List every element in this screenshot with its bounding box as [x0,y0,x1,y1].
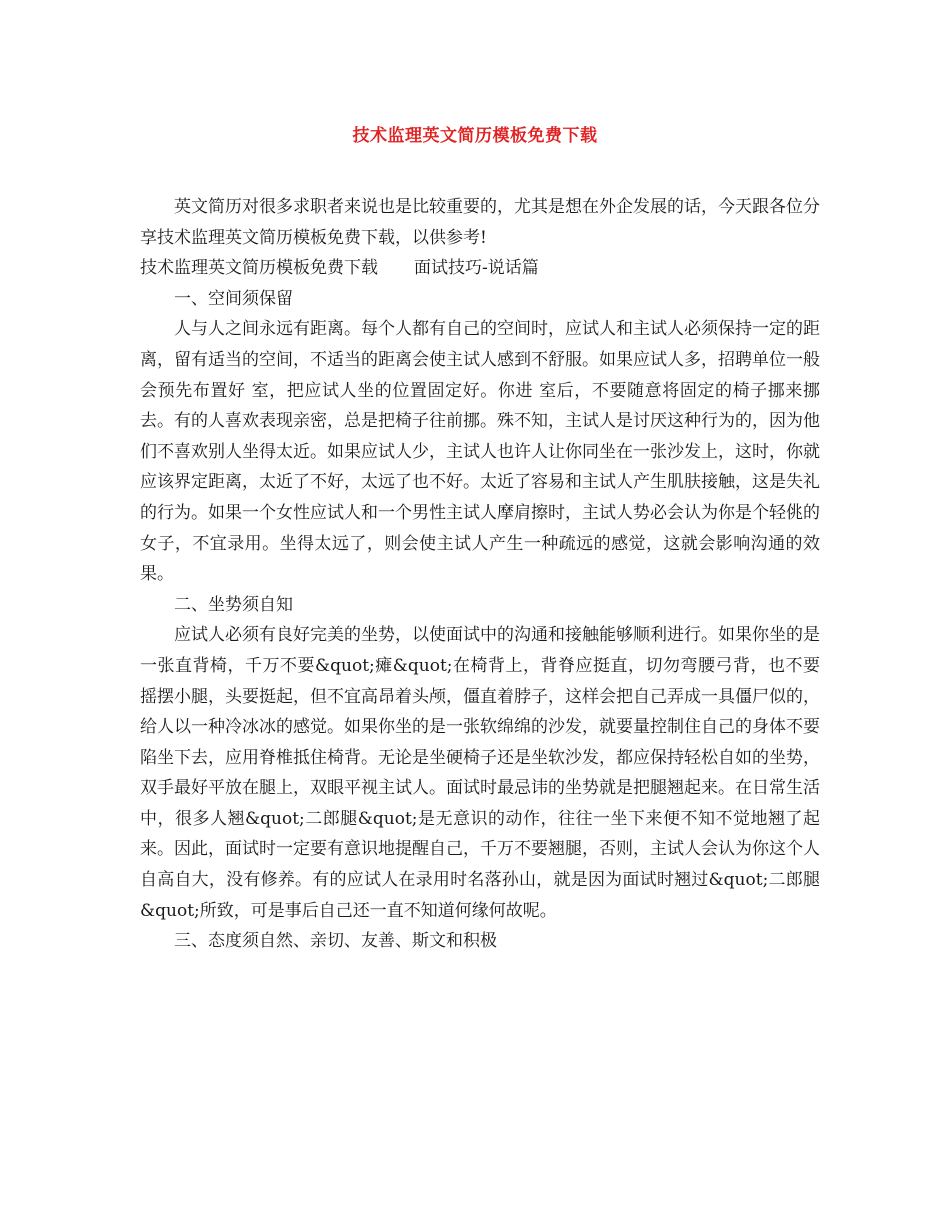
section-heading-3: 三、态度须自然、亲切、友善、斯文和积极 [174,931,497,952]
subtitle-left: 技术监理英文简历模板免费下载 [140,258,378,279]
section-body-2: 应试人必须有良好完美的坐势，以使面试中的沟通和接触能够顺利进行。如果你坐的是一张直背椅，千万不要&quot;瘫&quot;在椅背上，背脊应挺直，切勿弯腰弓背，也不要摇摆小腿，头要挺起，但不宜高昂着头颅，僵直着脖子，这样会把自己弄成一具僵尸似的，给人以一种冷冰冰的感觉。如果你坐的是一张软绵绵的沙发，就要量控制住自己的身体不要陷坐下去，应用脊椎抵住椅背。无论是坐硬椅子还是坐软沙发，都应保持轻松自如的坐势，双手最好平放在腿上，双眼平视主试人。面试时最忌讳的坐势就是把腿翘起来。在日常生活中，很多人翘&quot;二郎腿&quot;是无意识的动作，往往一坐下来便不知不觉地翘了起来。因此，面试时一定要有意识地提醒自己，千万不要翘腿，否则，主试人会认为你这个人自高自大，没有修养。有的应试人在录用时名落孙山，就是因为面试时翘过&quot;二郎腿&quot;所致，可是事后自己还一直不知道何缘何故呢。 [140,625,820,921]
intro-paragraph: 英文简历对很多求职者来说也是比较重要的，尤其是想在外企发展的话，今天跟各位分享技术监理英文简历模板免费下载，以供参考! [140,197,820,248]
subtitle-line [140,253,820,284]
subtitle-right: 面试技巧-说话篇 [414,258,539,279]
document-body [140,192,820,957]
document-title: 技术监理英文简历模板免费下载 [352,126,598,146]
section-body-1: 人与人之间永远有距离。每个人都有自己的空间时，应试人和主试人必须保持一定的距离，留有适当的空间，不适当的距离会使主试人感到不舒服。如果应试人多，招聘单位一般会预先布置好 室，把应试人坐的位置固定好。你进 室后，不要随意将固定的椅子挪来挪去。有的人喜欢表现亲密，总是把椅子往前挪。殊不知，主试人是讨厌这种行为的，因为他们不喜欢别人坐得太近。如果应试人少，主试人也许人让你同坐在一张沙发上，这时，你就应该界定距离，太近了不好，太远了也不好。太近了容易和主试人产生肌肤接触，这是失礼的行为。如果一个女性应试人和一个男性主试人摩肩擦时，主试人势必会认为你是个轻佻的女子，不宜录用。坐得太远了，则会使主试人产生一种疏远的感觉，这就会影响沟通的效果。 [140,319,820,585]
section-heading-2: 二、坐势须自知 [174,594,293,615]
section-heading-1: 一、空间须保留 [174,288,293,309]
